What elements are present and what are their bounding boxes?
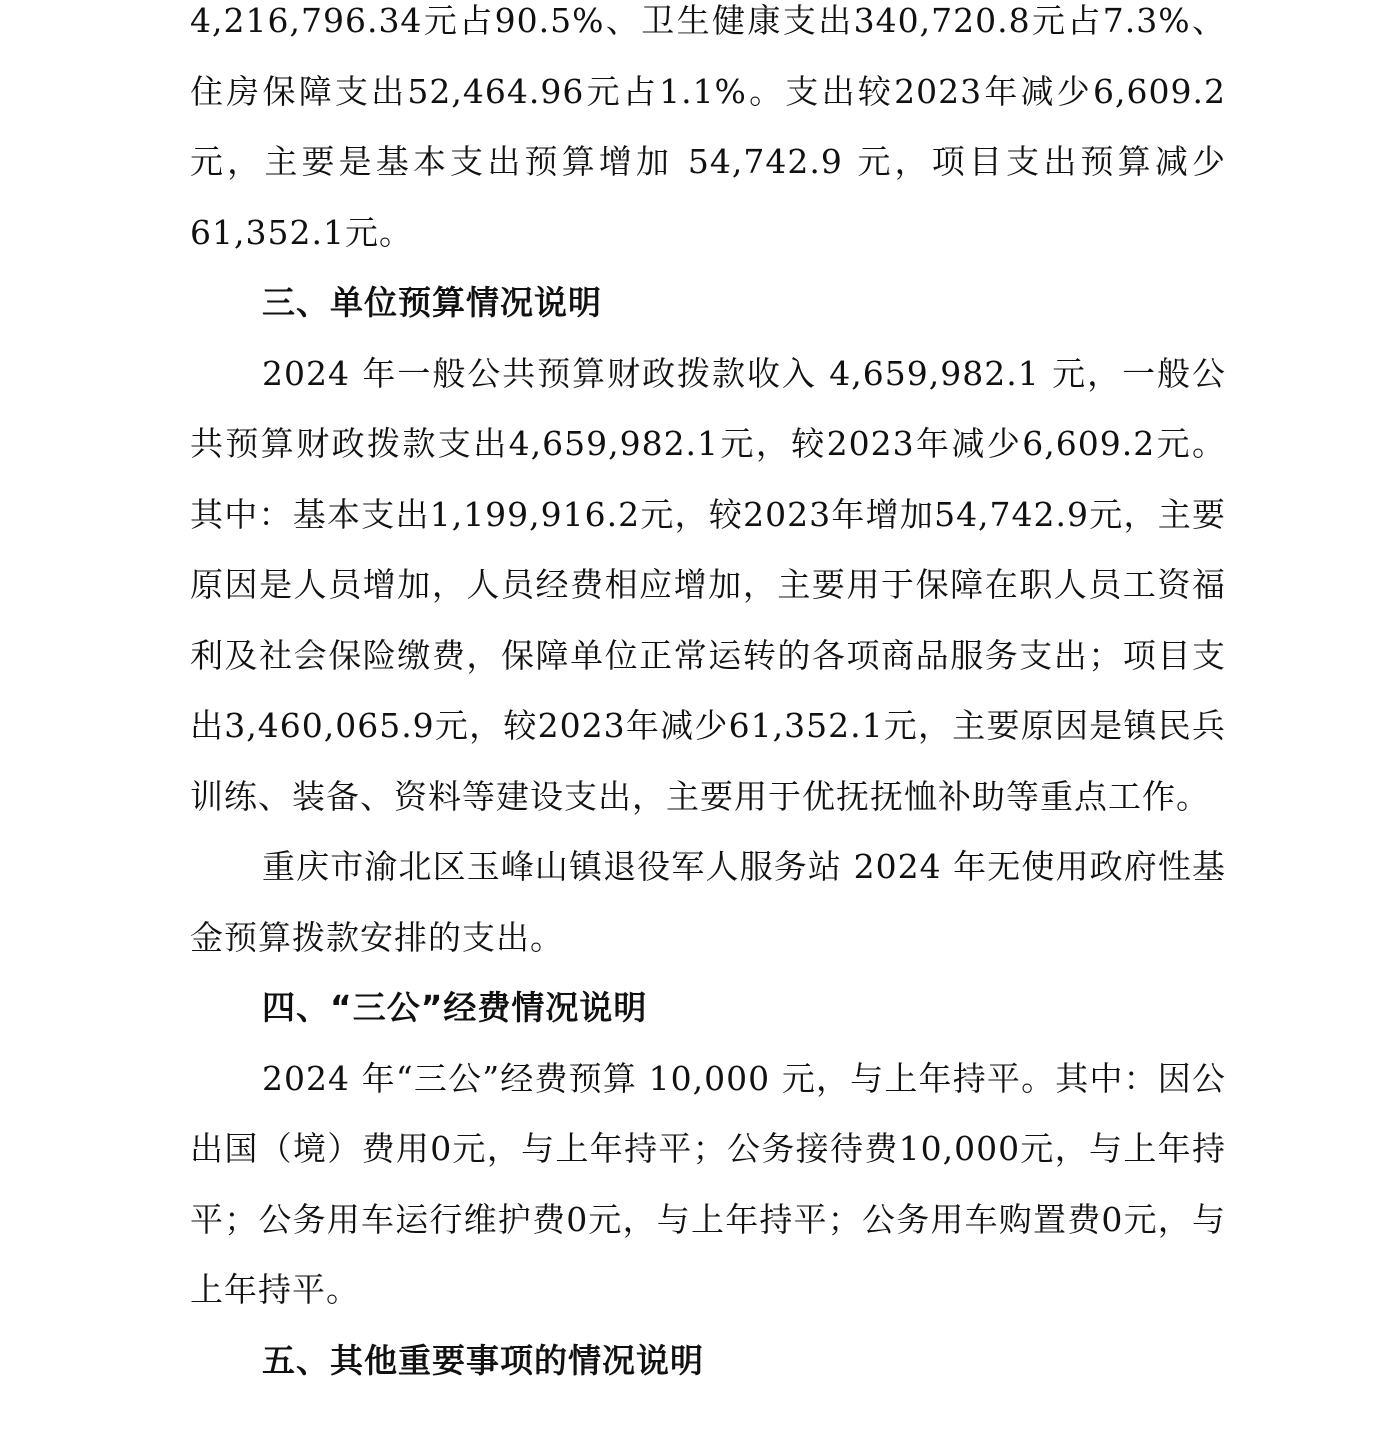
paragraph-general-budget: 2024 年一般公共预算财政拨款收入 4,659,982.1 元，一般公共预算财政拨款支出4,659,982.1元，较2023年减少6,609.2元。其中：基本支出1,199,916.2元，较2023年增加54,742.9元，主要原因是人员增加，人员经费相应增加，主要用于保障在职人员工资福利及社会保险缴费，保障单位正常运转的各项商品服务支出；项目支出3,460,065.9元，较2023年减少61,352.1元，主要原因是镇民兵训练、装备、资料等建设支出，主要用于优抚抚恤补助等重点工作。 xyxy=(190,353,1226,816)
paragraph-government-fund: 重庆市渝北区玉峰山镇退役军人服务站 2024 年无使用政府性基金预算拨款安排的支出。 xyxy=(190,847,1226,957)
paragraph-three-public-expenses: 2024 年“三公”经费预算 10,000 元，与上年持平。其中：因公出国（境）费用0元，与上年持平；公务接待费10,000元，与上年持平；公务用车运行维护费0元，与上年持平；公务用车购置费0元，与上年持平。 xyxy=(190,1058,1226,1309)
paragraph-expenditure-breakdown: 4,216,796.34元占90.5%、卫生健康支出340,720.8元占7.3%、住房保障支出52,464.96元占1.1%。支出较2023年减少6,609.2元，主要是基本支出预算增加 54,742.9 元，项目支出预算减少61,352.1元。 xyxy=(190,1,1226,252)
section-heading-unit-budget: 三、单位预算情况说明 xyxy=(262,283,602,322)
section-heading-other-matters: 五、其他重要事项的情况说明 xyxy=(262,1340,704,1380)
document-page xyxy=(190,0,1226,1396)
section-heading-three-public: 四、“三公”经费情况说明 xyxy=(262,988,648,1027)
